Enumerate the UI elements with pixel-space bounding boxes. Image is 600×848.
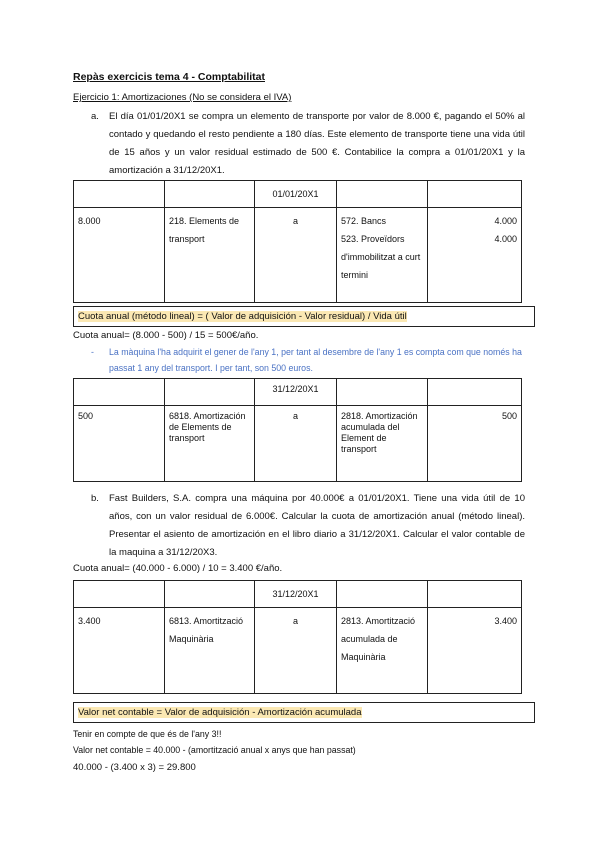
- table-cell: [428, 581, 522, 608]
- formula-text: Cuota anual (método lineal) = ( Valor de adquisición - Valor residual) / Vida útil: [78, 311, 407, 322]
- credit-amount: 500: [428, 406, 522, 482]
- table-cell: [165, 581, 255, 608]
- table-cell: [165, 181, 255, 208]
- table-row: [74, 208, 522, 303]
- credit-accounts: [337, 208, 428, 303]
- table-cell: [74, 379, 165, 406]
- note-3: Valor net contable = 40.000 - (amortització anual x anys que han passat): [73, 745, 356, 755]
- note-2: Tenir en compte de que és de l'any 3!!: [73, 729, 222, 739]
- part-a-text: El día 01/01/20X1 se compra un elemento de transporte por valor de 8.000 €, pagando el 50% al contado y quedando el resto pendiente a 180 días. Este elemento de transporte tiene una vida útil de 15 años y un valor residual estimado de 500 €. Contabilice la compra a 01/01/20X1 y la amortización a 31/12/20X1.: [109, 111, 525, 176]
- credit-amount: 3.400: [428, 608, 522, 694]
- table-cell: [74, 581, 165, 608]
- journal-date: 31/12/20X1: [255, 379, 337, 406]
- calculation-2: Cuota anual= (40.000 - 6.000) / 10 = 3.400 €/año.: [73, 563, 283, 574]
- table-cell: [337, 581, 428, 608]
- journal-a: a: [255, 406, 337, 482]
- journal-a: a: [255, 608, 337, 694]
- formula-box-1: [73, 306, 535, 327]
- debit-account: 6818. Amortización de Elements de transport: [165, 406, 255, 482]
- note-text: La màquina l'ha adquirit el gener de l'any 1, per tant al desembre de l'any 1 es compta com que només ha passat 1 any del transport. I per tant, son 500 euros.: [109, 347, 522, 373]
- formula-box-2: [73, 702, 535, 723]
- credit-account: 2818. Amortización acumulada del Element de transport: [337, 406, 428, 482]
- part-a-marker: a.: [91, 111, 99, 122]
- note-1: [91, 345, 529, 376]
- debit-amount: 3.400: [74, 608, 165, 694]
- calculation-3: 40.000 - (3.400 x 3) = 29.800: [73, 762, 196, 773]
- credit-account: 2813. Amortització acumulada de Maquinària: [337, 608, 428, 694]
- journal-date: 01/01/20X1: [255, 181, 337, 208]
- part-b-text: Fast Builders, S.A. compra una máquina por 40.000€ a 01/01/20X1. Tiene una vida útil de 10 años, con un valor residual de 6.000€. Calcular la cuota de amortización anual (método lineal). Presentar el asiento de amortización en el libro diario a 31/12/20X1. Calcular el valor contable de la maquina a 31/12/20X3.: [109, 493, 525, 558]
- part-b-marker: b.: [91, 493, 99, 504]
- credit-amounts: [428, 208, 522, 303]
- table-cell: [428, 379, 522, 406]
- part-a-statement: [91, 108, 525, 180]
- journal-a: a: [255, 208, 337, 303]
- debit-account: 218. Elements de transport: [165, 208, 255, 303]
- journal-date: 31/12/20X1: [255, 581, 337, 608]
- calculation-1: Cuota anual= (8.000 - 500) / 15 = 500€/año.: [73, 330, 259, 341]
- table-cell: [74, 181, 165, 208]
- table-cell: [337, 181, 428, 208]
- credit-amount-1: 4.000: [494, 216, 517, 226]
- exercise-subtitle: Ejercicio 1: Amortizaciones (No se considera el IVA): [73, 92, 292, 103]
- debit-account: 6813. Amortització Maquinària: [165, 608, 255, 694]
- credit-account-2: 523. Proveïdors d'immobilitzat a curt termini: [341, 234, 421, 280]
- journal-table-3: [73, 580, 522, 694]
- formula-text: Valor net contable = Valor de adquisición - Amortización acumulada: [78, 707, 362, 718]
- journal-table-1: [73, 180, 522, 303]
- part-b-statement: [91, 490, 525, 562]
- table-cell: [428, 181, 522, 208]
- note-bullet: -: [91, 347, 94, 357]
- table-row: [74, 181, 522, 208]
- journal-table-2: [73, 378, 522, 482]
- debit-amount: 500: [74, 406, 165, 482]
- table-row: [74, 608, 522, 694]
- table-row: [74, 581, 522, 608]
- table-row: [74, 379, 522, 406]
- table-cell: [337, 379, 428, 406]
- table-row: [74, 406, 522, 482]
- table-cell: [165, 379, 255, 406]
- page-title: Repàs exercicis tema 4 - Comptabilitat: [73, 71, 265, 83]
- credit-amount-2: 4.000: [494, 234, 517, 244]
- credit-account-1: 572. Bancs: [341, 216, 387, 226]
- debit-amount: 8.000: [74, 208, 165, 303]
